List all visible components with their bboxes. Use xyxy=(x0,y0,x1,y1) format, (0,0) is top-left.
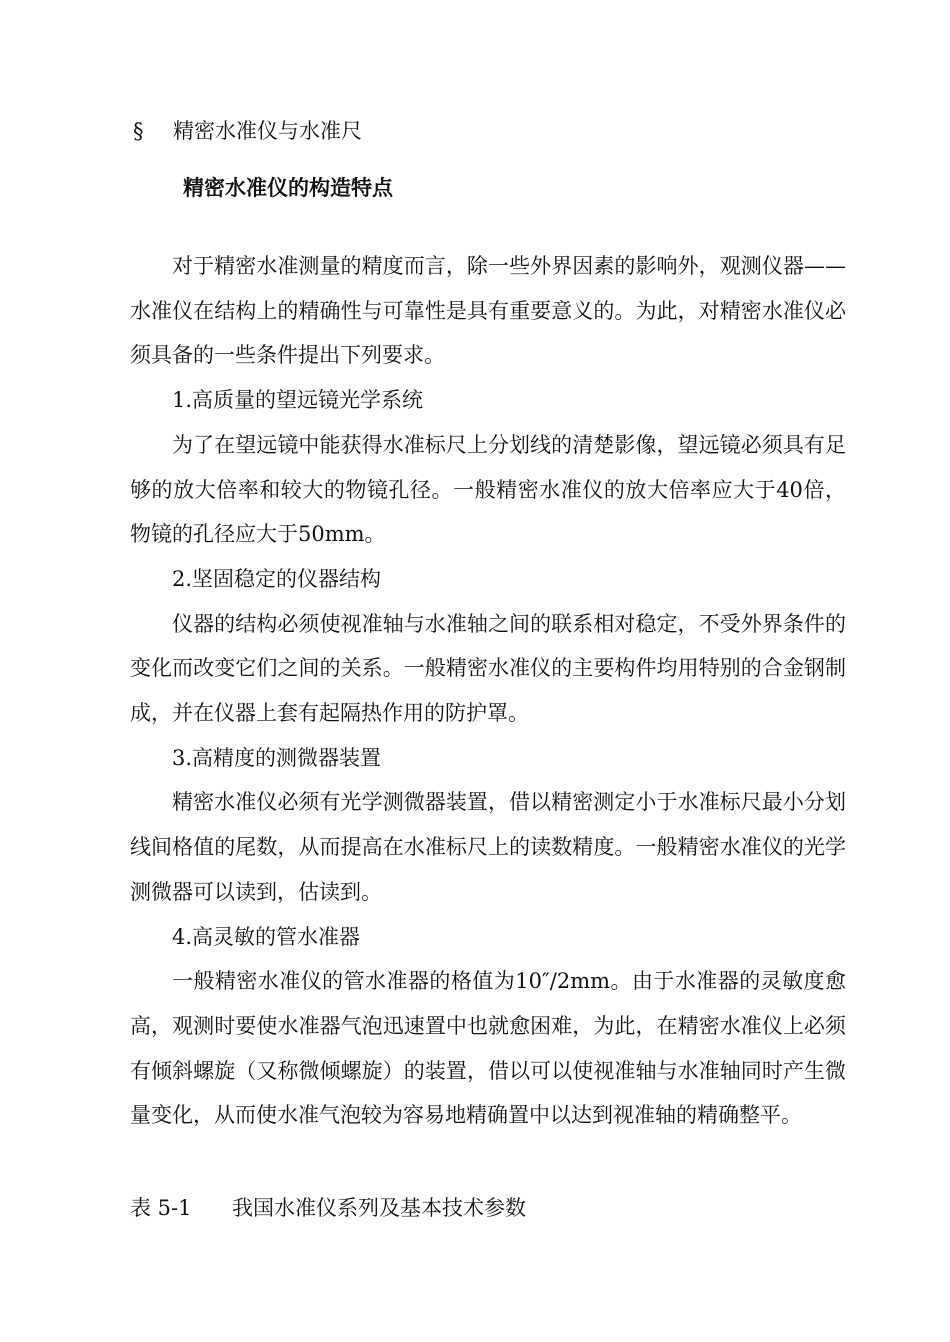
section-title: 精密水准仪与水准尺 xyxy=(173,119,362,143)
paragraph: 为了在望远镜中能获得水准标尺上分划线的清楚影像，望远镜必须具有足够的放大倍率和较大的物镜孔径。一般精密水准仪的放大倍率应大于40倍，物镜的孔径应大于50mm。 xyxy=(130,432,846,547)
section-heading xyxy=(133,116,362,146)
sub-heading: 精密水准仪的构造特点 xyxy=(183,176,393,200)
list-item-heading: 2.坚固稳定的仪器结构 xyxy=(172,566,382,591)
list-item-heading: 4.高灵敏的管水准器 xyxy=(172,924,361,949)
table-title: 我国水准仪系列及基本技术参数 xyxy=(232,1196,526,1220)
paragraph: 一般精密水准仪的管水准器的格值为10″/2mm。由于水准器的灵敏度愈高，观测时要使水准器气泡迅速置中也就愈困难，为此，在精密水准仪上必须有倾斜螺旋（又称微倾螺旋）的装置，借以可以使视准轴与水准轴同时产生微量变化，从而使水准气泡较为容易地精确置中以达到视准轴的精确整平。 xyxy=(130,969,846,1128)
list-item-heading: 3.高精度的测微器装置 xyxy=(172,745,382,770)
paragraph-intro: 对于精密水准测量的精度而言，除一些外界因素的影响外，观测仪器——水准仪在结构上的精确性与可靠性是具有重要意义的。为此，对精密水准仪必须具备的一些条件提出下列要求。 xyxy=(130,254,846,368)
paragraph: 精密水准仪必须有光学测微器装置，借以精密测定小于水准标尺最小分划线间格值的尾数，从而提高在水准标尺上的读数精度。一般精密水准仪的光学测微器可以读到，估读到。 xyxy=(130,790,846,904)
list-item-heading: 1.高质量的望远镜光学系统 xyxy=(172,388,424,413)
table-label: 表 5-1 xyxy=(130,1196,192,1220)
paragraph: 仪器的结构必须使视准轴与水准轴之间的联系相对稳定，不受外界条件的变化而改变它们之间的关系。一般精密水准仪的主要构件均用特别的合金钢制成，并在仪器上套有起隔热作用的防护罩。 xyxy=(130,611,846,726)
body-text xyxy=(130,244,846,1138)
table-caption xyxy=(130,1193,526,1223)
section-mark: § xyxy=(133,119,144,143)
